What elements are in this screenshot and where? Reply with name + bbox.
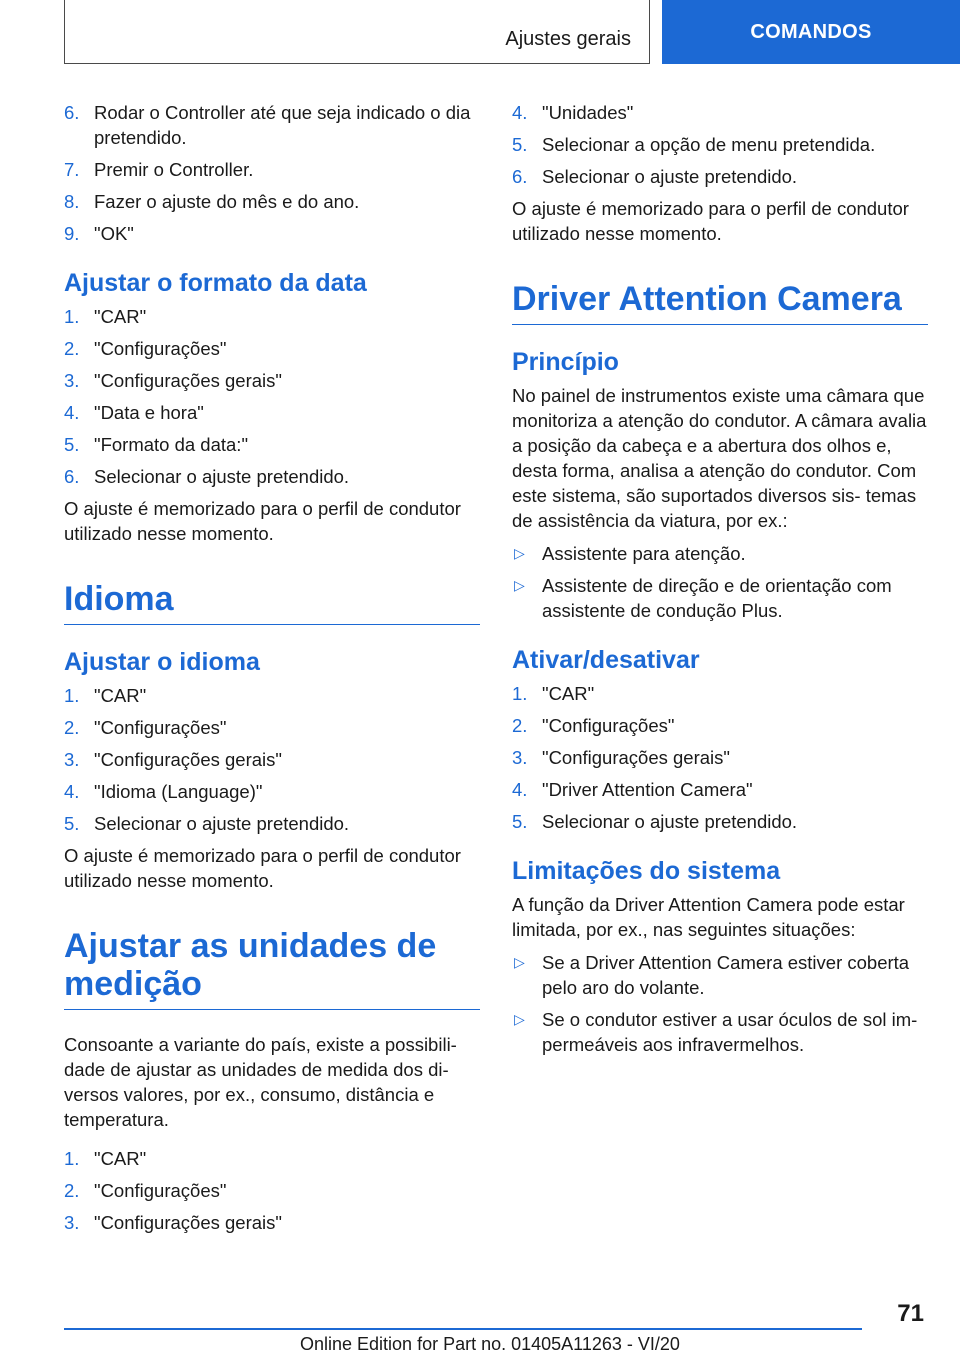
language-steps (64, 683, 480, 836)
step-text: Premir o Controller. (94, 159, 254, 180)
step-number: 6. (64, 466, 80, 487)
step-number: 5. (512, 811, 528, 832)
language-title: Idioma (64, 580, 480, 625)
step-text: "CAR" (94, 685, 147, 706)
step-number: 3. (64, 1212, 80, 1233)
list-item (512, 713, 928, 738)
list-item (512, 809, 928, 834)
step-number: 1. (64, 685, 80, 706)
step-text: Selecionar o ajuste pretendido. (542, 166, 798, 187)
list-item (64, 747, 480, 772)
principle-bullets (512, 541, 928, 623)
step-text: Selecionar o ajuste pretendido. (94, 813, 350, 834)
list-item (64, 336, 480, 361)
list-item (64, 432, 480, 457)
list-item (512, 950, 928, 1000)
step-number: 6. (64, 102, 80, 123)
list-item (64, 1178, 480, 1203)
step-number: 4. (512, 779, 528, 800)
principle-heading: Princípio (512, 348, 619, 376)
step-text: "Configurações gerais" (94, 749, 282, 770)
list-item (64, 400, 480, 425)
step-number: 5. (64, 434, 80, 455)
list-item (64, 100, 480, 150)
limits-bullets (512, 950, 928, 1057)
step-number: 8. (64, 191, 80, 212)
toggle-steps (512, 681, 928, 834)
step-number: 4. (512, 102, 528, 123)
list-item (512, 745, 928, 770)
step-text: "Configurações" (94, 1180, 227, 1201)
step-number: 2. (64, 1180, 80, 1201)
step-text: "Configurações" (542, 715, 675, 736)
step-text: Selecionar o ajuste pretendido. (94, 466, 350, 487)
date-format-heading: Ajustar o formato da data (64, 269, 367, 297)
units-steps-continued (512, 100, 928, 189)
step-text: "Idioma (Language)" (94, 781, 263, 802)
list-item (64, 157, 480, 182)
list-item (64, 683, 480, 708)
step-text: "Configurações" (94, 338, 227, 359)
bullet-text: Se a Driver Attention Camera estiver coberta pelo aro do volante. (542, 952, 910, 998)
list-item (64, 368, 480, 393)
list-item (512, 164, 928, 189)
header-section-box (64, 0, 650, 64)
step-number: 5. (512, 134, 528, 155)
bullet-text: Assistente de direção e de orientação com assistente de condução Plus. (542, 575, 892, 621)
list-item (64, 715, 480, 740)
list-item (512, 100, 928, 125)
list-item (64, 304, 480, 329)
units-note: O ajuste é memorizado para o perfil de condutor utilizado nesse momento. (512, 198, 909, 244)
date-format-note: O ajuste é memorizado para o perfil de condutor utilizado nesse momento. (64, 498, 461, 544)
step-number: 1. (64, 306, 80, 327)
toggle-heading: Ativar/desativar (512, 646, 700, 674)
step-text: "OK" (94, 223, 134, 244)
step-number: 7. (64, 159, 80, 180)
step-text: "Formato da data:" (94, 434, 249, 455)
step-text: "CAR" (94, 306, 147, 327)
section-title: Ajustes gerais (505, 28, 631, 50)
principle-text: No painel de instrumentos existe uma câmara que monitoriza a atenção do condutor. A câmara avalia a posição da cabeça e a abertura dos olhos e, desta forma, analisa a atenção do condutor. Com este sistema, são suportados diversos sis- temas de assistência da viatura, por ex.: (512, 385, 927, 531)
step-text: "Data e hora" (94, 402, 204, 423)
right-column (512, 100, 928, 1064)
step-number: 3. (512, 747, 528, 768)
list-item (512, 132, 928, 157)
list-item (64, 189, 480, 214)
list-item (64, 1210, 480, 1235)
step-number: 2. (512, 715, 528, 736)
list-item (512, 1007, 928, 1057)
step-number: 9. (64, 223, 80, 244)
intro-steps (64, 100, 480, 246)
list-item (512, 681, 928, 706)
units-steps (64, 1146, 480, 1235)
chapter-tab-label: COMANDOS (750, 20, 872, 43)
step-number: 1. (512, 683, 528, 704)
step-text: "Configurações gerais" (94, 1212, 282, 1233)
edition-note: Online Edition for Part no. 01405A11263 - VI/20 (300, 1334, 680, 1354)
list-item (512, 777, 928, 802)
step-number: 3. (64, 370, 80, 391)
step-number: 5. (64, 813, 80, 834)
list-item (512, 541, 928, 566)
units-title: Ajustar as unidades de medição (64, 927, 480, 1010)
step-text: "Configurações gerais" (542, 747, 730, 768)
triangle-bullet-icon: ▷ (514, 577, 525, 593)
step-text: "CAR" (94, 1148, 147, 1169)
units-intro: Consoante a variante do país, existe a possibili- dade de ajustar as unidades de medida dos di- versos valores, por ex., consumo, distância e temperatura. (64, 1034, 457, 1130)
date-format-steps (64, 304, 480, 489)
limits-heading: Limitações do sistema (512, 857, 781, 885)
step-text: Rodar o Controller até que seja indicado o dia pretendido. (94, 102, 471, 148)
step-text: Selecionar a opção de menu pretendida. (542, 134, 876, 155)
dac-title: Driver Attention Camera (512, 280, 928, 325)
triangle-bullet-icon: ▷ (514, 545, 525, 561)
triangle-bullet-icon: ▷ (514, 1011, 525, 1027)
list-item (64, 464, 480, 489)
left-column (64, 100, 480, 1242)
list-item (64, 811, 480, 836)
step-text: Selecionar o ajuste pretendido. (542, 811, 798, 832)
bullet-text: Se o condutor estiver a usar óculos de sol im- permeáveis aos infravermelhos. (542, 1009, 918, 1055)
list-item (64, 1146, 480, 1171)
step-text: "Configurações" (94, 717, 227, 738)
step-number: 4. (64, 402, 80, 423)
list-item (64, 779, 480, 804)
footer-divider (64, 1328, 862, 1330)
step-number: 6. (512, 166, 528, 187)
step-text: "Configurações gerais" (94, 370, 282, 391)
language-heading: Ajustar o idioma (64, 648, 260, 676)
step-number: 2. (64, 338, 80, 359)
step-number: 2. (64, 717, 80, 738)
page-number: 71 (897, 1300, 924, 1327)
step-text: "Unidades" (542, 102, 634, 123)
limits-text: A função da Driver Attention Camera pode estar limitada, por ex., nas seguintes situações: (512, 894, 905, 940)
chapter-tab[interactable] (662, 0, 960, 64)
list-item (64, 221, 480, 246)
step-text: "Driver Attention Camera" (542, 779, 753, 800)
step-number: 4. (64, 781, 80, 802)
triangle-bullet-icon: ▷ (514, 954, 525, 970)
step-number: 1. (64, 1148, 80, 1169)
list-item (512, 573, 928, 623)
step-number: 3. (64, 749, 80, 770)
language-note: O ajuste é memorizado para o perfil de condutor utilizado nesse momento. (64, 845, 461, 891)
bullet-text: Assistente para atenção. (542, 543, 746, 564)
step-text: Fazer o ajuste do mês e do ano. (94, 191, 360, 212)
step-text: "CAR" (542, 683, 595, 704)
